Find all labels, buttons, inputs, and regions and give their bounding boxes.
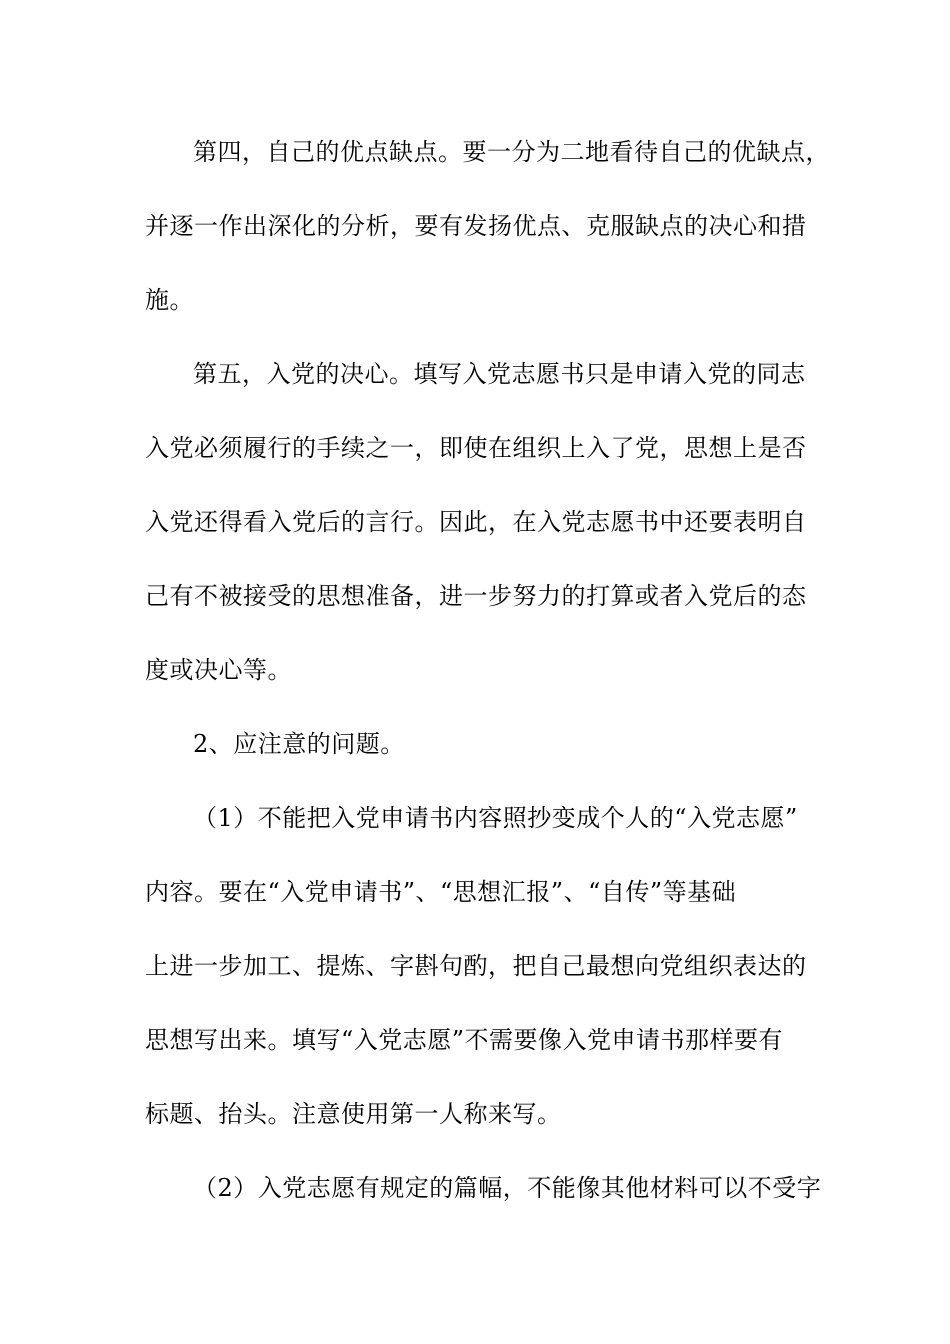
item-2-line-1: （2）入党志愿有规定的篇幅，不能像其他材料可以不受字 <box>193 1174 822 1202</box>
section-heading: 2、应注意的问题。 <box>193 730 405 758</box>
item-1-line-1: （1）不能把入党申请书内容照抄变成个人的“入党志愿” <box>193 804 798 832</box>
paragraph-4-line-1: 第四，自己的优点缺点。要一分为二地看待自己的优缺点， <box>193 138 830 166</box>
paragraph-4-line-3: 施。 <box>145 286 194 314</box>
paragraph-5-line-2: 入党必须履行的手续之一，即使在组织上入了党，思想上是否 <box>145 434 807 462</box>
paragraph-5-line-4: 己有不被接受的思想准备，进一步努力的打算或者入党后的态 <box>145 582 807 610</box>
paragraph-4-line-2: 并逐一作出深化的分析，要有发扬优点、克服缺点的决心和措 <box>145 212 807 240</box>
item-1-line-4: 思想写出来。填写“入党志愿”不需要像入党申请书那样要有 <box>145 1026 784 1054</box>
paragraph-5-line-5: 度或决心等。 <box>145 656 292 684</box>
paragraph-5-line-3: 入党还得看入党后的言行。因此，在入党志愿书中还要表明自 <box>145 508 807 536</box>
item-1-line-3: 上进一步加工、提炼、字斟句酌，把自己最想向党组织表达的 <box>145 952 807 980</box>
item-1-line-2: 内容。要在“入党申请书”、“思想汇报”、“自传”等基础 <box>145 878 737 906</box>
item-1-line-5: 标题、抬头。注意使用第一人称来写。 <box>145 1100 562 1128</box>
paragraph-5-line-1: 第五，入党的决心。填写入党志愿书只是申请入党的同志 <box>193 360 806 388</box>
